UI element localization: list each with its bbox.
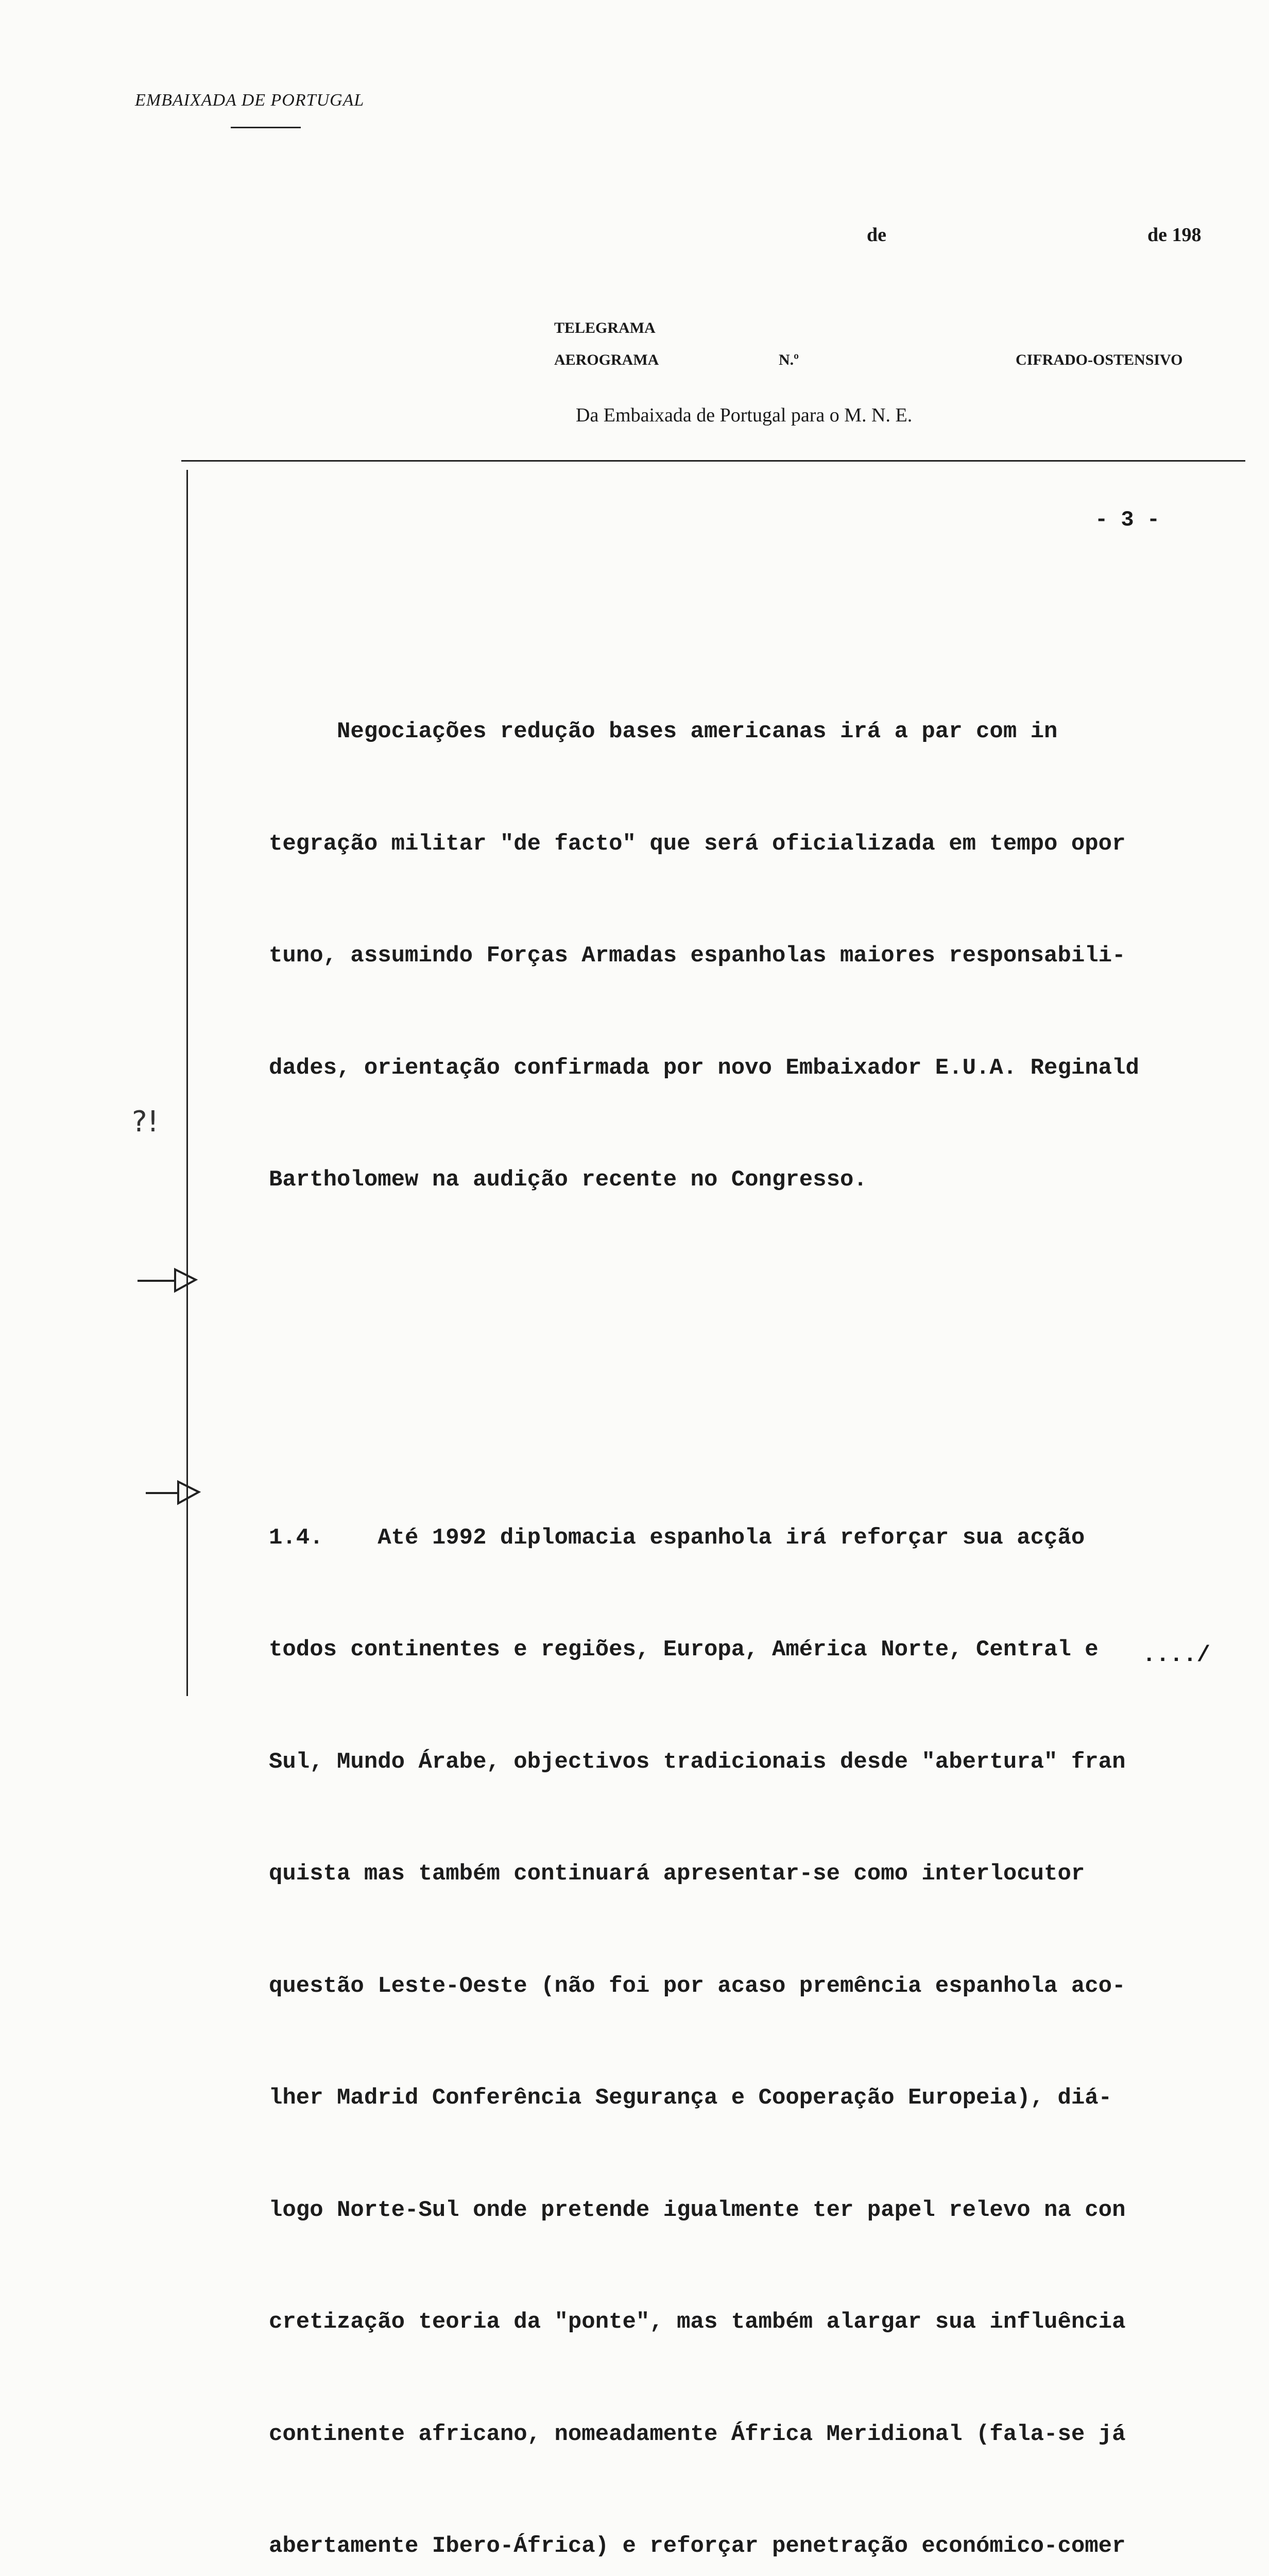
text-line: Bartholomew na audição recente no Congresso. [269,1161,1237,1199]
letterhead: EMBAIXADA DE PORTUGAL [135,91,364,110]
paragraph-1-4 [269,1445,1237,2576]
date-day-label: de [867,224,886,246]
margin-arrow-icon [143,1477,210,1507]
text-line: continente africano, nomeadamente África Meridional (fala-se já [269,2416,1237,2453]
page-number: - 3 - [1095,507,1160,532]
body-text [269,564,1237,2576]
number-label: N.º [779,351,799,369]
text-line: quista mas também continuará apresentar-se como interlocutor [269,1855,1237,1893]
text-line: Sul, Mundo Árabe, objectivos tradicionais desde "abertura" fran [269,1743,1237,1781]
route-line: Da Embaixada de Portugal para o M. N. E. [576,404,912,427]
text-line: questão Leste-Oeste (não foi por acaso premência espanhola aco- [269,1968,1237,2005]
text-line: tuno, assumindo Forças Armadas espanholas maiores responsabili- [269,937,1237,975]
text-line: logo Norte-Sul onde pretende igualmente ter papel relevo na con [269,2192,1237,2229]
continuation-mark: ..../ [1142,1642,1210,1668]
margin-rule [186,470,188,1696]
margin-arrow-icon [135,1264,202,1295]
handwritten-margin-note: ?! [132,1105,159,1139]
text-line: cretização teoria da "ponte", mas também alargar sua influência [269,2303,1237,2341]
date-year-label: de 198 [1147,224,1202,246]
text-line: Negociações redução bases americanas irá a par com in [269,713,1237,751]
letterhead-rule [231,127,301,128]
text-line: tegração militar "de facto" que será oficializada em tempo opor [269,825,1237,863]
text-line: dades, orientação confirmada por novo Embaixador E.U.A. Reginald [269,1049,1237,1087]
header-divider [181,460,1245,462]
text-line: todos continentes e regiões, Europa, América Norte, Central e [269,1631,1237,1669]
text-line: abertamente Ibero-África) e reforçar penetração económico-comer [269,2528,1237,2565]
cipher-label: CIFRADO-OSTENSIVO [1016,351,1182,369]
telegram-label: TELEGRAMA [554,319,656,337]
paragraph-1 [269,638,1237,1274]
text-line: 1.4. Até 1992 diplomacia espanhola irá reforçar sua acção [269,1519,1237,1557]
aerogram-label: AEROGRAMA [554,351,659,369]
text-line: lher Madrid Conferência Segurança e Cooperação Europeia), diá- [269,2079,1237,2117]
